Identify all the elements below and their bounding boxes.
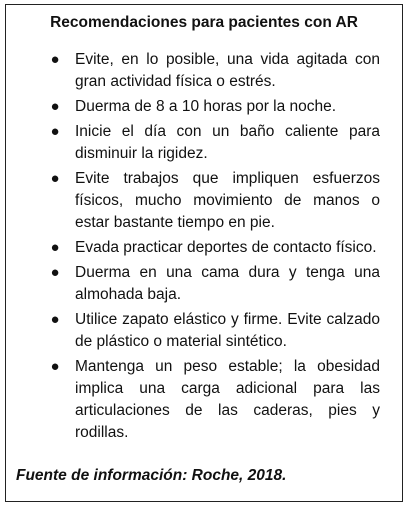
- bullet-icon: ●: [50, 123, 60, 140]
- bullet-icon: ●: [50, 51, 60, 68]
- list-item: [6, 121, 402, 165]
- bullet-icon: ●: [50, 239, 60, 256]
- recommendations-box: [5, 4, 403, 502]
- bullet-icon: ●: [50, 170, 60, 187]
- list-item: [6, 356, 402, 444]
- list-item-text: Evada practicar deportes de contacto físico.: [75, 239, 377, 256]
- list-item: [6, 237, 402, 259]
- bullet-icon: ●: [50, 264, 60, 281]
- box-title: Recomendaciones para pacientes con AR: [50, 14, 358, 31]
- recommendations-list: [6, 49, 402, 447]
- list-item-text: Duerma de 8 a 10 horas por la noche.: [75, 98, 337, 115]
- list-item: [6, 168, 402, 234]
- list-item-text: Utilice zapato elástico y firme. Evite calzado de plástico o material sintético.: [75, 311, 380, 350]
- bullet-icon: ●: [50, 358, 60, 375]
- list-item-text: Inicie el día con un baño caliente para disminuir la rigidez.: [75, 123, 380, 162]
- list-item: [6, 49, 402, 93]
- list-item: [6, 96, 402, 118]
- source-note: Fuente de información: Roche, 2018.: [16, 467, 287, 484]
- list-item: [6, 309, 402, 353]
- bullet-icon: ●: [50, 311, 60, 328]
- list-item-text: Evite, en lo posible, una vida agitada con gran actividad física o estrés.: [75, 51, 380, 90]
- bullet-icon: ●: [50, 98, 60, 115]
- list-item-text: Mantenga un peso estable; la obesidad implica una carga adicional para las articulaciones de las caderas, pies y rodillas.: [75, 358, 380, 441]
- list-item-text: Evite trabajos que impliquen esfuerzos físicos, mucho movimiento de manos o estar bastante tiempo en pie.: [75, 170, 380, 231]
- list-item: [6, 262, 402, 306]
- list-item-text: Duerma en una cama dura y tenga una almohada baja.: [75, 264, 380, 303]
